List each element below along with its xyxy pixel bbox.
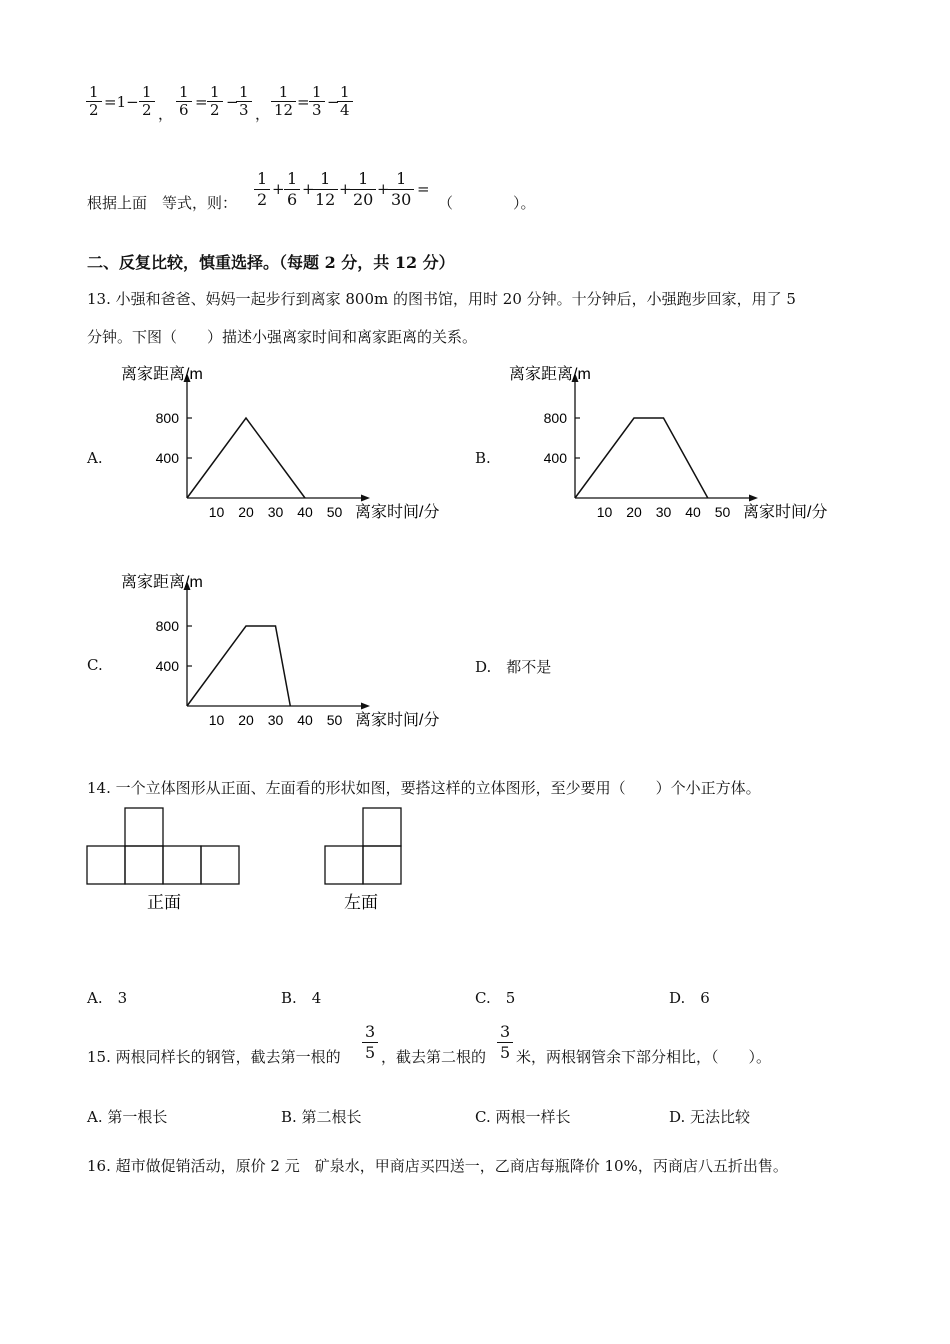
x-axis-label: 离家时间/分 <box>355 712 440 729</box>
x-tick-label: 50 <box>326 504 343 520</box>
q15-option-b: B. 第二根长 <box>281 1108 362 1126</box>
q14-option-b: B. 4 <box>281 989 322 1007</box>
fraction: 1 2 <box>207 84 223 119</box>
operator: − <box>226 93 239 111</box>
plus-sign: + <box>272 180 285 198</box>
q14-text: 14. 一个立体图形从正面、左面看的形状如图，要搭这样的立体图形，至少要用（ ）个小正方体。 <box>87 779 761 797</box>
fraction: 1 2 <box>139 84 155 119</box>
chart-option-a <box>115 360 455 530</box>
y-tick-label: 400 <box>155 450 179 466</box>
fraction: 1 3 <box>236 84 252 119</box>
option-d-label: D. 都不是 <box>475 658 552 676</box>
distance-series-line <box>575 418 708 498</box>
left-view-figure <box>318 800 418 915</box>
separator: ， <box>158 105 174 123</box>
operator: − <box>327 93 340 111</box>
y-tick-label: 800 <box>155 618 179 634</box>
q14-option-d: D. 6 <box>669 989 710 1007</box>
q14-option-c: C. 5 <box>475 989 516 1007</box>
fraction: 1 4 <box>337 84 353 119</box>
y-tick-label: 800 <box>155 410 179 426</box>
plus-sign: + <box>377 180 390 198</box>
x-tick-label: 10 <box>208 712 225 728</box>
x-axis-label: 离家时间/分 <box>355 504 440 521</box>
y-tick-label: 400 <box>155 658 179 674</box>
x-axis-label: 离家时间/分 <box>743 504 828 521</box>
x-tick-label: 50 <box>714 504 731 520</box>
cube-square <box>163 846 201 884</box>
section-title: 二、反复比较，慎重选择。（每题 2 分，共 12 分） <box>87 253 455 272</box>
plus-sign: + <box>339 180 352 198</box>
cube-square <box>125 808 163 846</box>
cube-square <box>363 808 401 846</box>
x-tick-label: 30 <box>655 504 672 520</box>
equals-sign: = <box>417 180 430 198</box>
cube-square <box>325 846 363 884</box>
x-tick-label: 20 <box>238 504 254 520</box>
q15-text-part1: 15. 两根同样长的钢管，截去第一根的 <box>87 1048 341 1066</box>
cube-square <box>87 846 125 884</box>
y-tick-label: 400 <box>543 450 567 466</box>
fraction: 1 2 <box>254 169 270 210</box>
x-tick-label: 10 <box>208 504 225 520</box>
sum-prefix: 根据上面 等式，则： <box>87 194 238 212</box>
fraction: 1 12 <box>271 84 296 119</box>
option-c-label: C. <box>87 656 103 674</box>
chart-option-b <box>503 360 843 530</box>
q13-text-line1: 13. 小强和爸爸、妈妈一起步行到离家 800m 的图书馆，用时 20 分钟。十分钟后，小强跑步回家，用了 5 <box>87 290 796 308</box>
x-axis-arrow <box>361 495 370 502</box>
x-axis-arrow <box>361 703 370 710</box>
front-view-label: 正面 <box>147 893 181 912</box>
operator: =1− <box>104 93 139 111</box>
plus-sign: + <box>302 180 315 198</box>
x-tick-label: 40 <box>297 712 313 728</box>
q14-option-a: A. 3 <box>87 989 128 1007</box>
fraction: 3 5 <box>362 1022 378 1063</box>
cube-square <box>125 846 163 884</box>
fraction: 1 2 <box>86 84 102 119</box>
x-tick-label: 10 <box>596 504 613 520</box>
fraction: 3 5 <box>497 1022 513 1063</box>
fraction: 1 6 <box>284 169 300 210</box>
fraction: 1 3 <box>309 84 325 119</box>
x-axis-arrow <box>749 495 758 502</box>
y-tick-label: 800 <box>543 410 567 426</box>
y-axis-label: 离家距离/m <box>509 366 591 383</box>
x-tick-label: 40 <box>685 504 701 520</box>
q13-text-line2: 分钟。下图（ ）描述小强离家时间和离家距离的关系。 <box>87 328 478 346</box>
q15-option-c: C. 两根一样长 <box>475 1108 571 1126</box>
q15-option-d: D. 无法比较 <box>669 1108 751 1126</box>
left-view-label: 左面 <box>344 893 378 912</box>
fraction: 1 6 <box>176 84 192 119</box>
q15-text-part3: 米，两根钢管余下部分相比，（ ）。 <box>516 1048 772 1066</box>
fraction: 1 12 <box>312 169 338 210</box>
operator: = <box>297 93 310 111</box>
q16-text: 16. 超市做促销活动，原价 2 元 矿泉水，甲商店买四送一，乙商店每瓶降价 10%，丙商店八五折出售。 <box>87 1157 788 1175</box>
x-tick-label: 20 <box>238 712 254 728</box>
separator: ， <box>255 105 271 123</box>
front-view-figure <box>80 800 250 915</box>
cube-square <box>363 846 401 884</box>
x-tick-label: 40 <box>297 504 313 520</box>
x-tick-label: 30 <box>267 712 284 728</box>
option-a-label: A. <box>87 449 103 467</box>
distance-series-line <box>187 626 290 706</box>
chart-option-c <box>115 568 455 738</box>
answer-blank: （ ）。 <box>438 194 536 212</box>
option-b-label: B. <box>475 449 491 467</box>
x-tick-label: 30 <box>267 504 284 520</box>
x-tick-label: 50 <box>326 712 343 728</box>
cube-square <box>201 846 239 884</box>
operator: = <box>195 93 208 111</box>
distance-series-line <box>187 418 305 498</box>
q15-option-a: A. 第一根长 <box>87 1108 168 1126</box>
y-axis-label: 离家距离/m <box>121 366 203 383</box>
x-tick-label: 20 <box>626 504 642 520</box>
y-axis-label: 离家距离/m <box>121 574 203 591</box>
q15-text-part2: ，截去第二根的 <box>381 1048 487 1066</box>
fraction: 1 20 <box>350 169 376 210</box>
fraction: 1 30 <box>388 169 414 210</box>
